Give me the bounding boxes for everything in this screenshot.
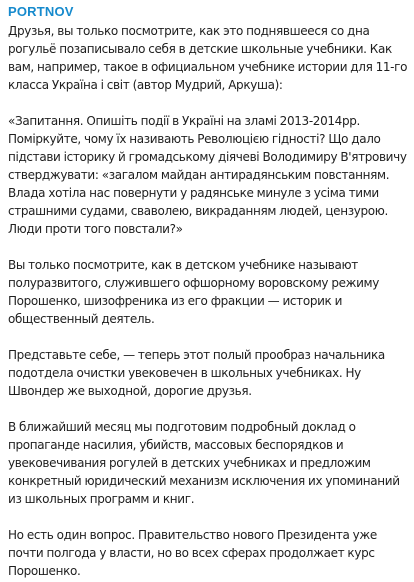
post-paragraph-2: «Запитання. Опишіть події в Україні на зламі 2013-2014рр. Поміркуйте, чому їх називають Революцією гідності? Що дало підстави історику й громадському діячеві Володимиру В'ятровичу стверджувати: «загалом майдан антирадянським повстанням. Влада хотіла нас повернути у радянське минуле з усіма тими страшними судами, сваволею, викраданням людей, цензурою. Люди проти того повстали?»: [8, 114, 407, 236]
channel-name[interactable]: PORTNOV: [8, 4, 74, 19]
post-paragraph-3: Вы только посмотрите, как в детском учебнике называют полуразвитого, служившего офшорному воровскому режиму Порошенко, шизофреника из его фракции — историк и общественный деятель.: [8, 258, 379, 326]
post-paragraph-1: Друзья, вы только посмотрите, как это поднявшееся со дна рогульё позаписывало себя в детские школьные учебники. Как вам, например, такое в официальном учебнике истории для 11-го класса Україна і світ (автор Мудрий, Аркуша):: [8, 24, 408, 92]
post-paragraph-6: Но есть один вопрос. Правительство нового Президента уже почти полгода у власти, но во всех сферах продолжает курс Порошенко.: [8, 528, 377, 578]
post-paragraph-4: Представьте себе, — теперь этот полый прообраз начальника подотдела очистки увековечен в школьных учебниках. Ну Швондер же выходной, дорогие друзья.: [8, 348, 385, 398]
post-text: [8, 22, 408, 580]
post-paragraph-5: В ближайший месяц мы подготовим подробный доклад о пропаганде насилия, убийств, массовых беспорядков и увековечивания рогулей в детских учебниках и предложим конкретный юридический механизм исключения их упоминаний из школьных программ и книг.: [8, 420, 400, 506]
